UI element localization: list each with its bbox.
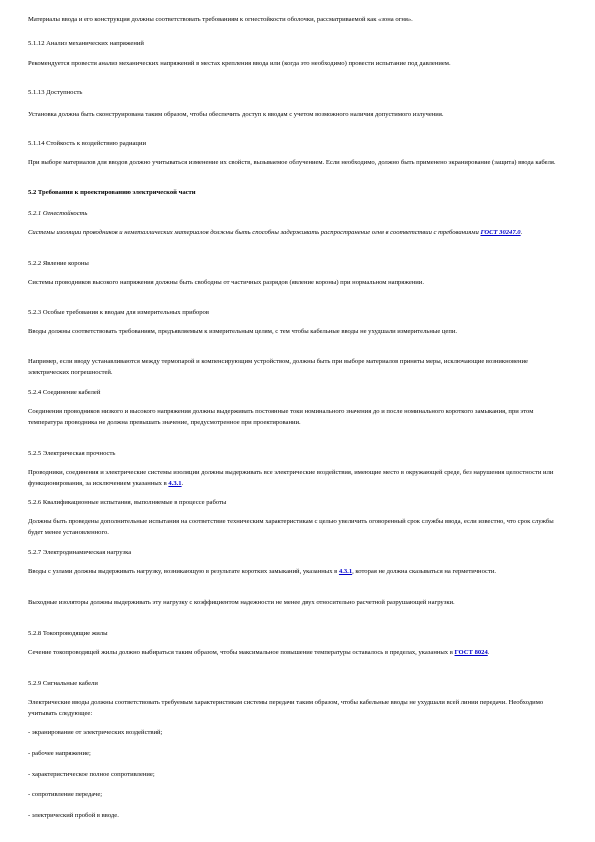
heading-5-2-4: 5.2.4 Соединение кабелей	[28, 389, 101, 396]
paragraph-5-2-1-text: Системы изоляции проводников и неметаллических материалов должны быть способны задерживать распространение огня в соответствии с требованиями	[28, 229, 481, 236]
paragraph-5-1-12: Рекомендуется провести анализ механических напряжений в местах крепления ввода или (когда это необходимо) провести испытание под давлением.	[28, 60, 451, 67]
paragraph-5-2-7-1	[28, 566, 568, 577]
list-item: - рабочее напряжение;	[28, 750, 91, 757]
paragraph-5-2-6: Должны быть проведены дополнительные испытания на соответствие техническим характеристикам с целью увеличить оговоренный срок службы ввода, если известно, что срок службы будет менее установленного.	[28, 518, 554, 536]
paragraph-5-2-5-text: Проводники, соединения и электрические системы изоляции должны выдерживать все электрические воздействия, имеющие место в окружающей среде, без нарушения целостности или функционирования, за исключением указанных в	[28, 469, 554, 487]
heading-5-2-9: 5.2.9 Сигнальные кабели	[28, 680, 98, 687]
paragraph-5-2-4: Соединения проводников низкого и высокого напряжения должны выдерживать постоянные токи номинального значения до и после номинального короткого замыкания, при этом температура проводника не должна превышать значение, предусмотренное при проектировании.	[28, 408, 534, 426]
paragraph-intro: Материалы ввода и его конструкция должны соответствовать требованиям к огнестойкости оболочки, рассматриваемой как «зона огня».	[28, 16, 413, 23]
heading-5-1-12: 5.1.12 Анализ механических напряжений	[28, 40, 144, 47]
paragraph-5-2-5	[28, 467, 568, 489]
paragraph-5-2-8-end: .	[487, 649, 490, 656]
list-item: - экранирование от электрических воздействий;	[28, 729, 163, 736]
heading-5-1-13: 5.1.13 Доступность	[28, 89, 83, 96]
list-item: - характеристическое полное сопротивление;	[28, 771, 155, 778]
heading-5-2-6: 5.2.6 Квалификационные испытания, выполняемые в процессе работы	[28, 499, 227, 506]
heading-5-2-3: 5.2.3 Особые требования к вводам для измерительных приборов	[28, 309, 209, 316]
heading-5-1-14: 5.1.14 Стойкость к воздействию радиации	[28, 140, 147, 147]
list-item: - сопротивление передаче;	[28, 791, 103, 798]
link-4-3-1[interactable]: 4.3.1	[168, 480, 182, 487]
link-4-3-1[interactable]: 4.3.1	[338, 568, 353, 575]
heading-5-2-5: 5.2.5 Электрическая прочность	[28, 450, 116, 457]
paragraph-5-2-8	[28, 647, 568, 658]
heading-5-2: 5.2 Требования к проектированию электрической части	[28, 189, 196, 196]
heading-5-2-2: 5.2.2 Явление короны	[28, 260, 89, 267]
link-gost-8024[interactable]: ГОСТ 8024	[454, 649, 488, 656]
heading-5-2-8: 5.2.8 Токопроводящие жилы	[28, 630, 108, 637]
paragraph-5-2-9: Электрические вводы должны соответствовать требуемым характеристикам системы передачи таким образом, чтобы кабельные вводы не ухудшали всей линии передачи. Необходимо учитывать следующее:	[28, 699, 544, 717]
paragraph-5-2-3-1: Вводы должны соответствовать требованиям, предъявляемым к измерительным целям, с тем чтобы кабельные вводы не ухудшали измерительные цепи.	[28, 328, 458, 335]
heading-5-2-1: 5.2.1 Огнестойкость	[28, 210, 88, 217]
paragraph-5-1-14: При выборе материалов для вводов должно учитываться изменение их свойств, вызываемое облучением. Если необходимо, должно быть применено экранирование (защита) ввода кабеля.	[28, 159, 556, 166]
paragraph-5-2-7-end: , которая не должна сказываться на герметичности.	[352, 568, 497, 575]
link-gost-30247[interactable]: ГОСТ 30247.0	[480, 229, 521, 236]
paragraph-5-2-1	[28, 227, 568, 238]
paragraph-5-2-2: Системы проводников высокого напряжения должны быть свободны от частичных разрядов (явление короны) при нормальном напряжении.	[28, 279, 424, 286]
paragraph-5-2-7-2: Выходные изоляторы должны выдерживать эту нагрузку с коэффициентом надежности не менее двух относительно расчетной разрушающей нагрузки.	[28, 599, 455, 606]
paragraph-5-2-5-end: .	[181, 480, 184, 487]
paragraph-5-2-7-text: Вводы с узлами должны выдерживать нагрузку, возникающую в результате коротких замыканий, указанных в	[28, 568, 339, 575]
paragraph-5-1-13: Установка должна быть сконструирована таким образом, чтобы обеспечить доступ к вводам с учетом возможного наличия допустимого излучения.	[28, 111, 444, 118]
paragraph-5-2-8-text: Сечение токопроводящей жилы должно выбираться таким образом, чтобы максимальное повышение температуры оставалось в пределах, указанных в	[28, 649, 455, 656]
list-item: - электрический пробой в вводе.	[28, 812, 119, 819]
paragraph-5-2-1-end: .	[520, 229, 523, 236]
heading-5-2-7: 5.2.7 Электродинамическая нагрузка	[28, 549, 132, 556]
paragraph-5-2-3-2: Например, если вводу устанавливаются между термопарой и компенсирующим устройством, должны быть при выборе материалов приняты меры, исключающие возникновение электрических погрешностей.	[28, 358, 528, 376]
